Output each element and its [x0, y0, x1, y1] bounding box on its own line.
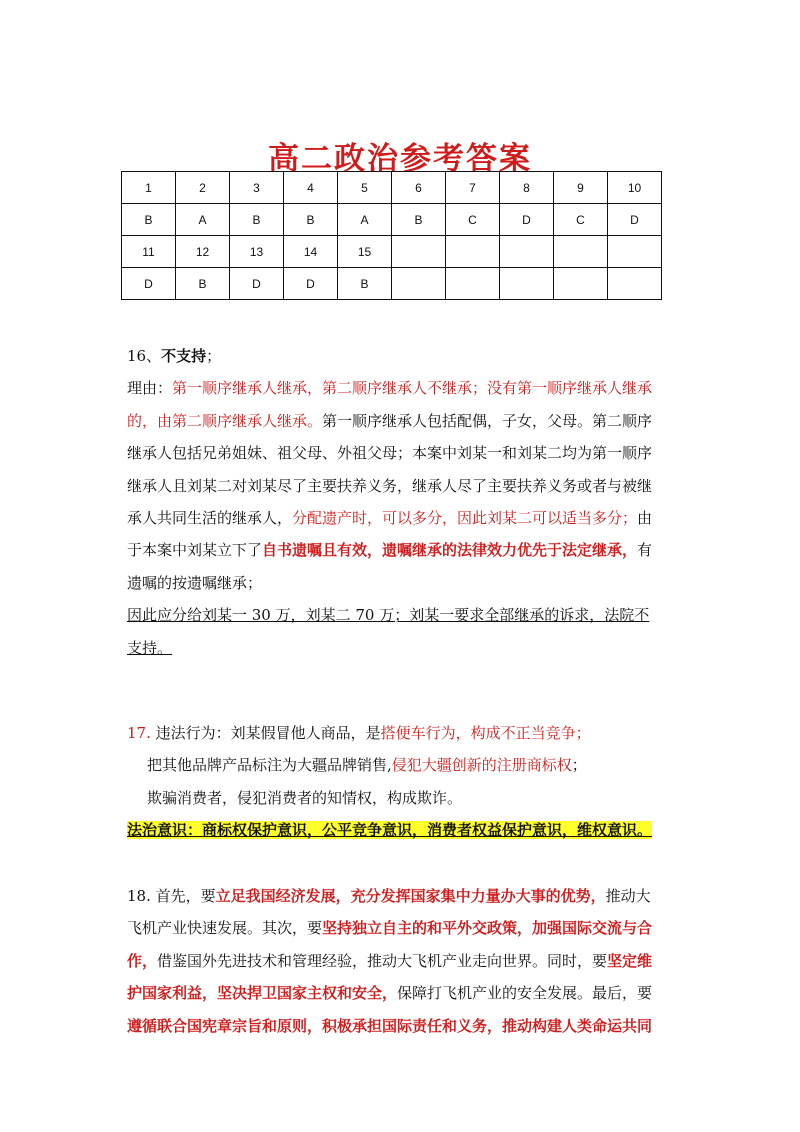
q18-key-point: 立足我国经济发展，充分发挥国家集中力量办大事的优势，: [215, 887, 606, 905]
answer-row: [122, 204, 662, 236]
question-number-cell: 9: [554, 172, 608, 204]
q18-line-2: [127, 912, 675, 944]
q16-line-9: 因此应分给刘某一 30 万，刘某二 70 万；刘某一要求全部继承的诉求，法院不: [127, 606, 650, 625]
answer-cell: B: [392, 204, 446, 236]
q16-highlight: 分配遗产时，可以多分，因此刘某二可以适当多分；: [292, 509, 638, 528]
q17-line-2: [127, 749, 675, 781]
question-number-cell: [608, 236, 662, 268]
question-number-cell: 6: [392, 172, 446, 204]
question-number-cell: 4: [284, 172, 338, 204]
q17-line-4: [127, 814, 675, 846]
question-number-cell: 8: [500, 172, 554, 204]
q17-highlight: 搭便车行为，构成不正当竞争；: [380, 724, 591, 742]
q16-line-5: 继承人且刘某二对刘某尽了主要扶养义务，继承人尽了主要扶养义务或者与被继: [127, 476, 653, 495]
answer-row: [122, 268, 662, 300]
q18-line-3: [127, 945, 675, 977]
q16-verdict: 不支持: [161, 347, 207, 365]
answer-cell: B: [338, 268, 392, 300]
q18-line-4: [127, 977, 675, 1009]
answer-cell: B: [122, 204, 176, 236]
answer-cell: C: [554, 204, 608, 236]
question-number-cell: 14: [284, 236, 338, 268]
q18-text: 18. 首先，要: [127, 887, 216, 905]
q16-line-2: [127, 372, 675, 404]
q18-text: 推动大: [605, 887, 651, 905]
question-number-cell: 11: [122, 236, 176, 268]
question-number-cell: [392, 236, 446, 268]
question-number-cell: 5: [338, 172, 392, 204]
question-number-cell: 2: [176, 172, 230, 204]
question-number-cell: 15: [338, 236, 392, 268]
q17-number: 17.: [127, 724, 151, 742]
q17-text: ；: [571, 756, 587, 775]
answer-cell: D: [230, 268, 284, 300]
q18-key-point: 护国家利益，坚决捍卫国家主权和安全，: [127, 984, 398, 1003]
question-number-row: [122, 172, 662, 204]
q16-reason-label: 理由：: [127, 379, 173, 398]
q16-line-1: [127, 340, 675, 372]
page-title: 高二政治参考答案: [268, 141, 532, 177]
q16-number: 16、: [127, 347, 162, 365]
answer-cell: B: [230, 204, 284, 236]
question-number-row: [122, 236, 662, 268]
question-number-cell: 12: [176, 236, 230, 268]
q17-text: 违法行为：刘某假冒他人商品，是: [150, 724, 381, 742]
answer-17: [127, 717, 675, 847]
q16-line-10: 支持。: [127, 638, 173, 657]
question-number-cell: 13: [230, 236, 284, 268]
q16-text: 由: [637, 509, 653, 528]
answer-cell: [554, 268, 608, 300]
q18-key-point: 坚定维: [607, 951, 653, 970]
q16-semicolon: ；: [206, 347, 222, 365]
q16-line-3: [127, 405, 675, 437]
answer-cell: [446, 268, 500, 300]
q16-line-7: [127, 534, 675, 566]
answer-cell: C: [446, 204, 500, 236]
question-number-cell: 3: [230, 172, 284, 204]
q16-text: 有: [637, 541, 653, 560]
q16-rule-text: 第一顺序继承人继承，第二顺序继承人不继承；没有第一顺序继承人继承: [172, 379, 653, 398]
q17-highlight: 侵犯大疆创新的注册商标权: [391, 756, 572, 775]
q16-text: 于本案中刘某立下了: [127, 541, 263, 560]
q17-line-1: [127, 717, 675, 749]
q16-rule-text-cont: 的，由第二顺序继承人继承。: [127, 411, 323, 430]
q16-line-8: 遗嘱的按遗嘱继承；: [127, 573, 263, 592]
answer-cell: B: [284, 204, 338, 236]
q18-text: 借鉴国外先进技术和管理经验，推动大飞机产业走向世界。同时，要: [157, 951, 608, 970]
answer-cell: [608, 268, 662, 300]
q17-legal-awareness: 法治意识：商标权保护意识，公平竞争意识，消费者权益保护意识，维权意识。: [127, 821, 653, 840]
question-number-cell: [554, 236, 608, 268]
q18-key-point: 坚持独立自主的和平外交政策，加强国际交流与合: [322, 919, 653, 938]
answer-table: [121, 171, 662, 300]
question-number-cell: 7: [446, 172, 500, 204]
answer-cell: D: [608, 204, 662, 236]
question-number-cell: [446, 236, 500, 268]
question-number-cell: [500, 236, 554, 268]
q16-line-6: [127, 502, 675, 534]
q18-text: 飞机产业快速发展。其次，要: [127, 919, 323, 938]
answer-cell: [500, 268, 554, 300]
answer-cell: A: [176, 204, 230, 236]
answer-cell: A: [338, 204, 392, 236]
answer-cell: [392, 268, 446, 300]
q17-line-3: 欺骗消费者，侵犯消费者的知情权，构成欺诈。: [147, 788, 463, 807]
answer-cell: D: [500, 204, 554, 236]
q18-line-5: 遵循联合国宪章宗旨和原则，积极承担国际责任和义务，推动构建人类命运共同: [127, 1016, 653, 1035]
answer-18: [127, 880, 675, 1042]
q18-text: 保障打飞机产业的安全发展。最后，要: [397, 984, 653, 1003]
answer-16: [127, 340, 675, 664]
q17-text: 把其他品牌产品标注为大疆品牌销售,: [147, 756, 392, 775]
q16-key-point: 自书遗嘱且有效，遗嘱继承的法律效力优先于法定继承，: [262, 541, 638, 560]
q16-text: 第一顺序继承人包括配偶，子女，父母。第二顺序: [322, 411, 653, 430]
question-number-cell: 1: [122, 172, 176, 204]
q18-key-point: 作，: [127, 951, 158, 970]
answer-cell: D: [122, 268, 176, 300]
q18-line-1: [127, 880, 675, 912]
q16-line-4: 继承人包括兄弟姐妹、祖父母、外祖父母；本案中刘某一和刘某二均为第一顺序: [127, 444, 653, 463]
question-number-cell: 10: [608, 172, 662, 204]
q16-text: 承人共同生活的继承人，: [127, 509, 293, 528]
answer-cell: B: [176, 268, 230, 300]
answer-cell: D: [284, 268, 338, 300]
